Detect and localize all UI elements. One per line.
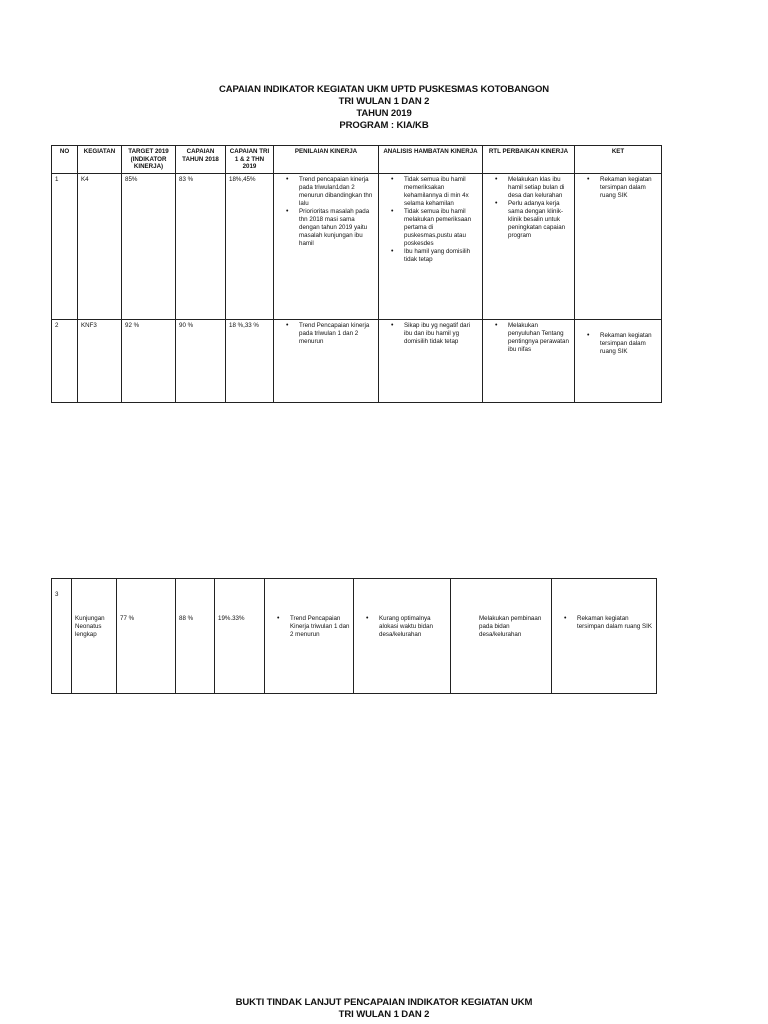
col-header-no: NO [52,146,78,174]
cell-target: 77 % [117,579,176,694]
cell-capaian-2018: 90 % [176,320,226,403]
footer-period: TRI WULAN 1 DAN 2 [338,1009,430,1020]
header-program: PROGRAM : KIA/KB [339,120,429,131]
list-item: • Tidak semua ibu hamil melakukan pemeriksaan pertama di puskesmas,pustu atau poskesdes [404,208,479,248]
list-item: • Sikap ibu yg negatif dari ibu dan ibu hamil yg domisilih tidak tetap [404,322,479,346]
indicator-table-continued [51,578,657,694]
list-item: • Trend Pencapaian Kinerja triwulan 1 dan 2 menurun [290,615,350,639]
table-row [52,174,662,320]
list-item: • Rekaman kegiatan tersimpan dalam ruang SIK [600,176,658,200]
cell-target: 85% [122,174,176,320]
list-item: • Melakukan penyuluhan Tentang pentingnya perawatan ibu nifas [508,322,571,354]
indicator-table [51,145,662,403]
cell-no: 2 [52,320,78,403]
header-title: CAPAIAN INDIKATOR KEGIATAN UKM UPTD PUSKESMAS KOTOBANGON [218,84,550,95]
list-item: • Melakukan klas ibu hamil setiap bulan di desa dan kelurahan [508,176,571,200]
col-header-penilaian: PENILAIAN KINERJA [274,146,379,174]
list-item: • Ibu hamil yang domisilih tidak tetap [404,248,479,264]
cell-kegiatan: KNF3 [78,320,122,403]
page-header [0,84,768,132]
cell-rtl [451,579,552,694]
table-row [52,579,657,694]
footer-title: BUKTI TINDAK LANJUT PENCAPAIAN INDIKATOR KEGIATAN UKM [235,997,533,1008]
cell-no: 3 [52,579,72,694]
header-period: TRI WULAN 1 DAN 2 [338,96,430,107]
cell-penilaian [274,174,379,320]
cell-capaian-tri: 19%.33% [215,579,265,694]
cell-ket [552,579,657,694]
cell-capaian-tri: 18 %,33 % [226,320,274,403]
cell-ket [575,174,662,320]
cell-capaian-2018: 88 % [176,579,215,694]
col-header-capaian-tri: CAPAIAN TRI 1 & 2 THN 2019 [226,146,274,174]
cell-analisis [379,174,483,320]
col-header-target: TARGET 2019 (INDIKATOR KINERJA) [122,146,176,174]
col-header-ket: KET [575,146,662,174]
cell-analisis [354,579,451,694]
list-item: • Perlu adanya kerja sama dengan klinik-klinik besalin untuk peningkatan capaian program [508,200,571,240]
cell-ket [575,320,662,403]
cell-target: 92 % [122,320,176,403]
cell-analisis [379,320,483,403]
list-item: • Priorioritas masalah pada thn 2018 masi sama dengan tahun 2019 yaitu masalah kunjungan ibu hamil [299,208,375,248]
list-item: • Trend pencapaian kinerja pada triwulan1dan 2 menurun dibandingkan thn lalu [299,176,375,208]
col-header-capaian-2018: CAPAIAN TAHUN 2018 [176,146,226,174]
cell-kegiatan: K4 [78,174,122,320]
col-header-kegiatan: KEGIATAN [78,146,122,174]
page-footer-header [0,997,768,1021]
cell-capaian-2018: 83 % [176,174,226,320]
cell-no: 1 [52,174,78,320]
table-row [52,320,662,403]
list-item: • Tidak semua ibu hamil memeriksakan kehamilannya di min 4x selama kehamilan [404,176,479,208]
cell-kegiatan: Kunjungan Neonatus lengkap [72,579,117,694]
cell-capaian-tri: 18%,45% [226,174,274,320]
list-item: • Kurang optimalnya alokasi waktu bidan desa/kelurahan [379,615,447,639]
cell-penilaian [274,320,379,403]
cell-penilaian [265,579,354,694]
list-item: • Rekaman kegiatan tersimpan dalam ruang SIK [600,332,658,356]
col-header-rtl: RTL PERBAIKAN KINERJA [483,146,575,174]
cell-rtl [483,174,575,320]
list-item: • Rekaman kegiatan tersimpan dalam ruang SIK [577,615,653,631]
header-year: TAHUN 2019 [356,108,412,119]
rtl-text: Melakukan pembinaan pada bidan desa/kelurahan [479,615,542,638]
table-header-row [52,146,662,174]
list-item: • Trend Pencapaian kinerja pada triwulan 1 dan 2 menurun [299,322,375,346]
cell-rtl [483,320,575,403]
col-header-analisis: ANALISIS HAMBATAN KINERJA [379,146,483,174]
